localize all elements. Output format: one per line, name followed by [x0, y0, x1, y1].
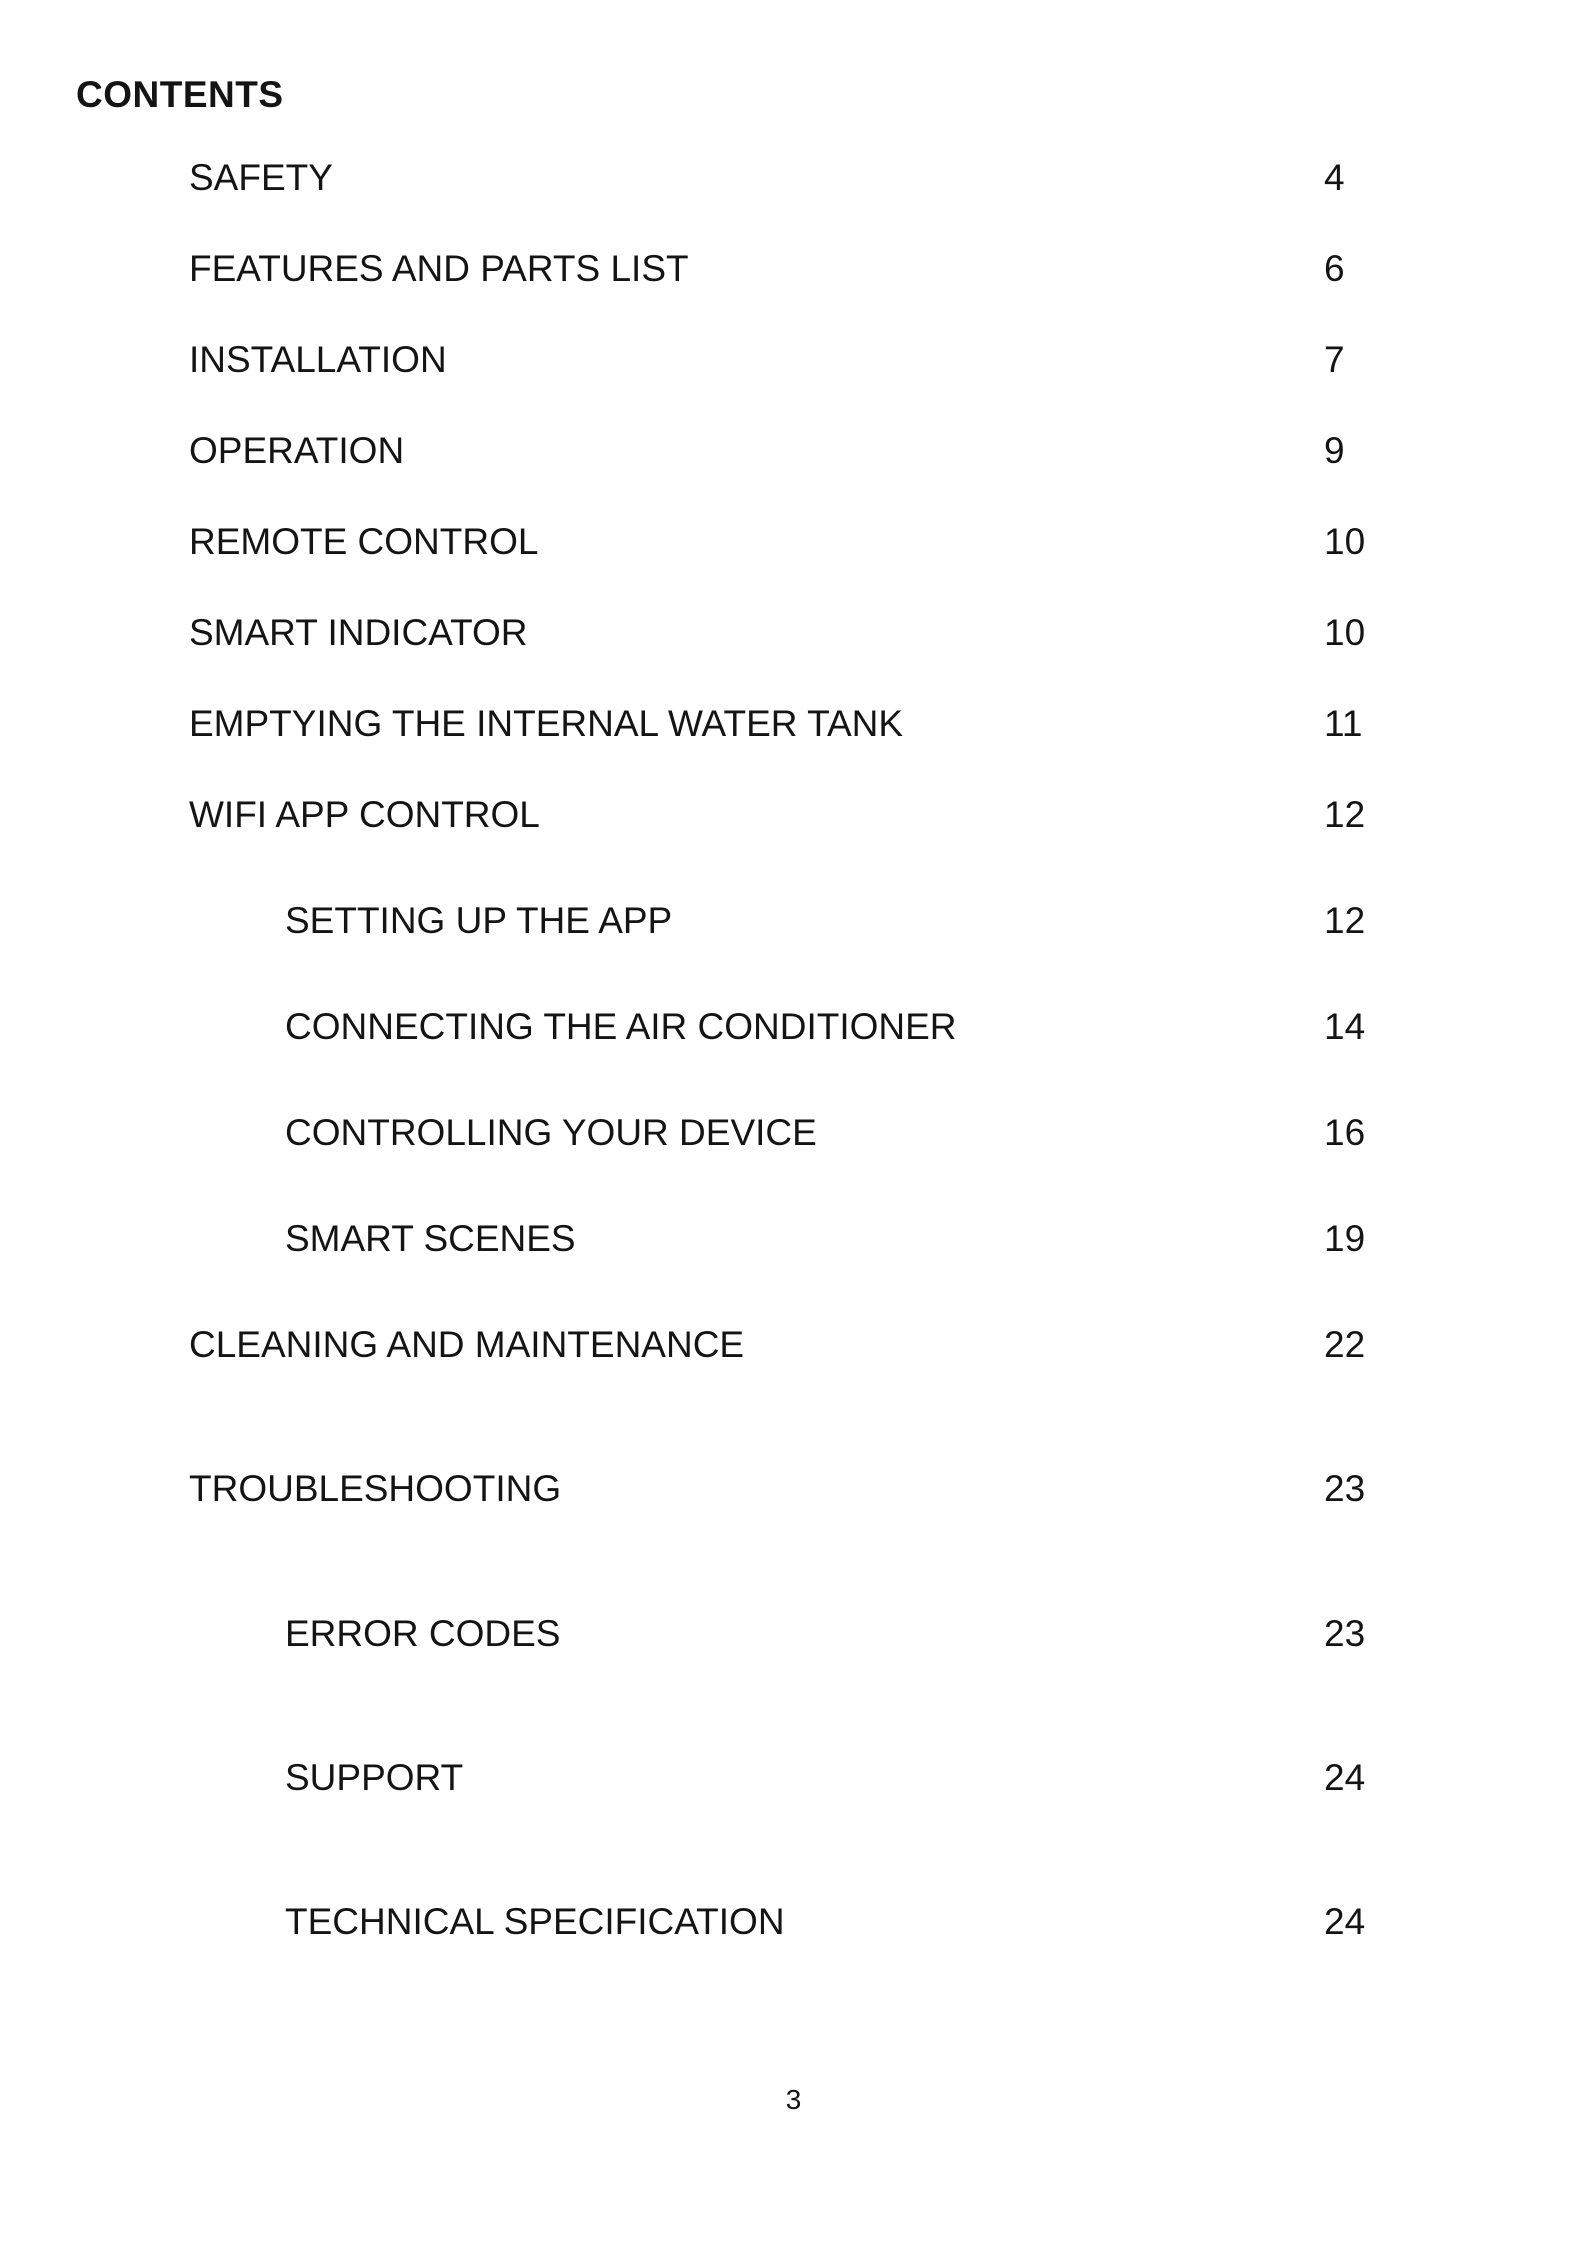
toc-entry-remote-control[interactable]	[0, 523, 1587, 573]
toc-entry-features-and-parts-list[interactable]	[0, 250, 1587, 300]
toc-entry-title: CLEANING AND MAINTENANCE	[189, 1324, 745, 1365]
toc-entry-page: 10	[1324, 521, 1366, 562]
toc-entry-page: 6	[1324, 248, 1345, 289]
toc-entry-page: 12	[1324, 794, 1366, 835]
toc-entry-title: CONNECTING THE AIR CONDITIONER	[285, 1006, 957, 1047]
toc-entry-page: 12	[1324, 900, 1366, 941]
toc-entry-page: 10	[1324, 612, 1366, 653]
toc-entry-page: 4	[1324, 157, 1345, 198]
toc-entry-title: SMART SCENES	[285, 1218, 576, 1259]
toc-entry-page: 23	[1324, 1468, 1366, 1509]
toc-entry-setting-up-the-app[interactable]	[0, 902, 1587, 952]
page-number: 3	[785, 2084, 802, 2115]
toc-entry-installation[interactable]	[0, 341, 1587, 391]
page-title: CONTENTS	[76, 74, 284, 115]
toc-entry-cleaning-and-maintenance[interactable]	[0, 1326, 1587, 1376]
toc-entry-page: 11	[1324, 703, 1363, 744]
toc-entry-page: 7	[1324, 339, 1345, 380]
toc-entry-wifi-app-control[interactable]	[0, 796, 1587, 846]
toc-entry-title: SETTING UP THE APP	[285, 900, 673, 941]
toc-entry-title: REMOTE CONTROL	[189, 521, 539, 562]
toc-entry-page: 19	[1324, 1218, 1366, 1259]
toc-entry-page: 23	[1324, 1613, 1366, 1654]
toc-entry-title: TECHNICAL SPECIFICATION	[285, 1901, 785, 1942]
toc-entry-support[interactable]	[0, 1759, 1587, 1809]
toc-entry-safety[interactable]	[0, 159, 1587, 209]
toc-entry-title: SMART INDICATOR	[189, 612, 528, 653]
toc-entry-operation[interactable]	[0, 432, 1587, 482]
toc-entry-title: CONTROLLING YOUR DEVICE	[285, 1112, 817, 1153]
toc-entry-controlling-your-device[interactable]	[0, 1114, 1587, 1164]
toc-entry-emptying-the-internal-water-tank[interactable]	[0, 705, 1587, 755]
toc-entry-page: 16	[1324, 1112, 1366, 1153]
toc-entry-troubleshooting[interactable]	[0, 1470, 1587, 1520]
toc-entry-smart-indicator[interactable]	[0, 614, 1587, 664]
toc-entry-page: 24	[1324, 1901, 1366, 1942]
toc-entry-technical-specification[interactable]	[0, 1903, 1587, 1953]
toc-entry-connecting-the-air-conditioner[interactable]	[0, 1008, 1587, 1058]
toc-entry-title: SUPPORT	[285, 1757, 464, 1798]
toc-entry-title: TROUBLESHOOTING	[189, 1468, 562, 1509]
toc-entry-error-codes[interactable]	[0, 1615, 1587, 1665]
toc-entry-title: OPERATION	[189, 430, 405, 471]
toc-entry-page: 14	[1324, 1006, 1366, 1047]
toc-entry-title: EMPTYING THE INTERNAL WATER TANK	[189, 703, 904, 744]
toc-entry-title: FEATURES AND PARTS LIST	[189, 248, 689, 289]
toc-entry-smart-scenes[interactable]	[0, 1220, 1587, 1270]
toc-entry-title: SAFETY	[189, 157, 333, 198]
toc-entry-page: 24	[1324, 1757, 1366, 1798]
toc-entry-title: ERROR CODES	[285, 1613, 561, 1654]
toc-entry-page: 22	[1324, 1324, 1366, 1365]
toc-entry-title: INSTALLATION	[189, 339, 447, 380]
toc-entry-title: WIFI APP CONTROL	[189, 794, 540, 835]
toc-entry-page: 9	[1324, 430, 1345, 471]
